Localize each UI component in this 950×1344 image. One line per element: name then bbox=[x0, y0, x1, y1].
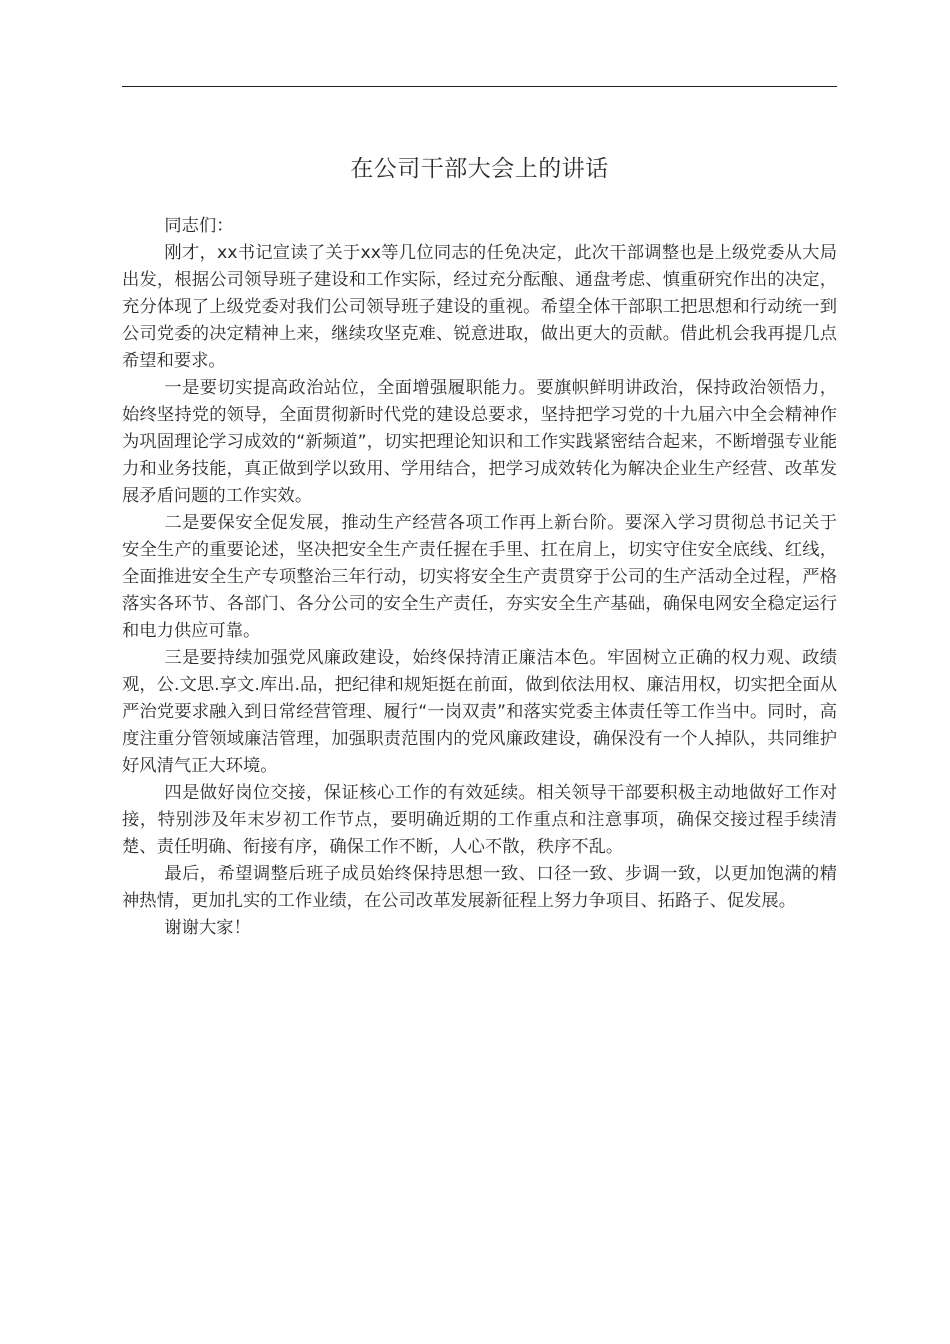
paragraph-opening: 刚才，xx书记宣读了关于xx等几位同志的任免决定，此次干部调整也是上级党委从大局出发，根据公司领导班子建设和工作实际，经过充分酝酿、通盘考虑、慎重研究作出的决定，充分体现了上级党委对我们公司领导班子建设的重视。希望全体干部职工把思想和行动统一到公司党委的决定精神上来，继续攻坚克难、锐意进取，做出更大的贡献。借此机会我再提几点希望和要求。 bbox=[122, 243, 837, 371]
paragraph-point-one: 一是要切实提高政治站位，全面增强履职能力。要旗帜鲜明讲政治，保持政治领悟力，始终坚持党的领导，全面贯彻新时代党的建设总要求，坚持把学习党的十九届六中全会精神作为巩固理论学习成效的“新频道”，切实把理论知识和工作实践紧密结合起来，不断增强专业能力和业务技能，真正做到学以致用、学用结合，把学习成效转化为解决企业生产经营、改革发展矛盾问题的工作实效。 bbox=[122, 378, 837, 506]
paragraph-point-two: 二是要保安全促发展，推动生产经营各项工作再上新台阶。要深入学习贯彻总书记关于安全生产的重要论述，坚决把安全生产责任握在手里、扛在肩上，切实守住安全底线、红线，全面推进安全生产专项整治三年行动，切实将安全生产责贯穿于公司的生产活动全过程，严格落实各环节、各部门、各分公司的安全生产责任，夯实安全生产基础，确保电网安全稳定运行和电力供应可靠。 bbox=[122, 513, 837, 641]
document-body bbox=[122, 213, 837, 942]
closing-thanks: 谢谢大家！ bbox=[164, 918, 251, 938]
salutation: 同志们： bbox=[164, 216, 234, 236]
header-rule bbox=[122, 86, 837, 87]
document-title: 在公司干部大会上的讲话 bbox=[350, 156, 609, 182]
paragraph-point-four: 四是做好岗位交接，保证核心工作的有效延续。相关领导干部要积极主动地做好工作对接，特别涉及年末岁初工作节点，要明确近期的工作重点和注意事项，确保交接过程手续清楚、责任明确、衔接有序，确保工作不断，人心不散，秩序不乱。 bbox=[122, 783, 837, 857]
paragraph-conclusion: 最后，希望调整后班子成员始终保持思想一致、口径一致、步调一致，以更加饱满的精神热情，更加扎实的工作业绩，在公司改革发展新征程上努力争项目、拓路子、促发展。 bbox=[122, 864, 837, 911]
paragraph-point-three: 三是要持续加强党风廉政建设，始终保持清正廉洁本色。牢固树立正确的权力观、政绩观，公.文思.享文.库出.品，把纪律和规矩挺在前面，做到依法用权、廉洁用权，切实把全面从严治党要求融入到日常经营管理、履行“一岗双责”和落实党委主体责任等工作当中。同时，高度注重分管领域廉洁管理，加强职责范围内的党风廉政建设，确保没有一个人掉队，共同维护好风清气正大环境。 bbox=[122, 648, 837, 776]
